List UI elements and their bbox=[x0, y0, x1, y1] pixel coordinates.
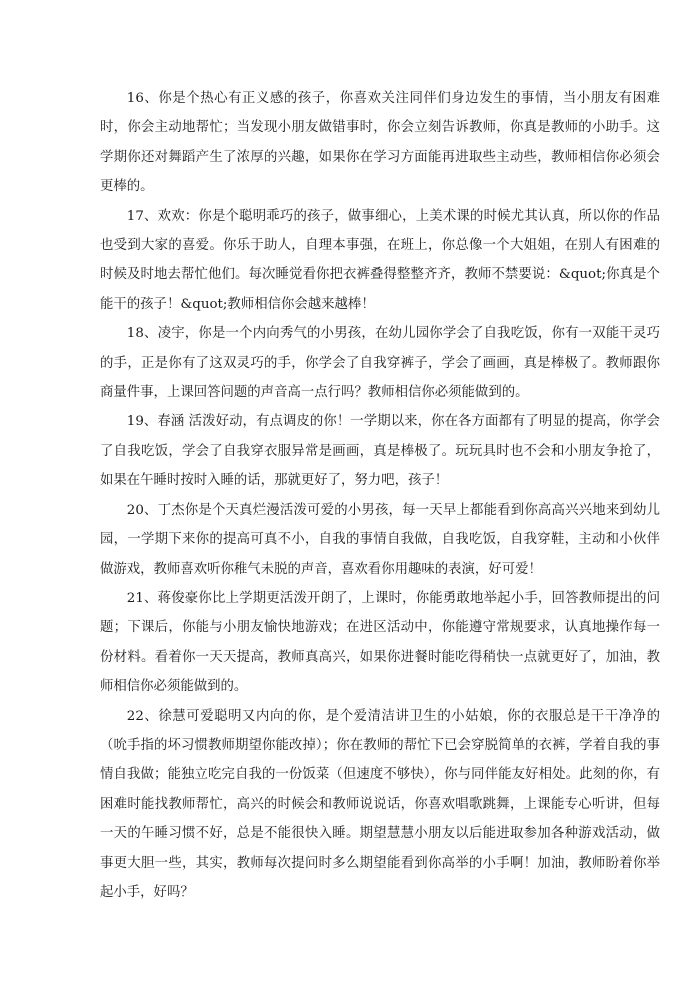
document-body bbox=[100, 84, 660, 907]
comment-paragraph-17: 17、欢欢：你是个聪明乖巧的孩子，做事细心，上美术课的时候尤其认真，所以你的作品也受到大家的喜爱。你乐于助人，自理本事强，在班上，你总像一个大姐姐，在别人有困难的时候及时地去帮忙他们。每次睡觉看你把衣裤叠得整整齐齐，教师不禁要说：&quot;你真是个能干的孩子！&quot;教师相信你会越来越棒！ bbox=[100, 208, 660, 312]
comment-paragraph-22: 22、徐慧可爱聪明又内向的你，是个爱清洁讲卫生的小姑娘，你的衣服总是干干净净的（吮手指的坏习惯教师期望你能改掉）；你在教师的帮忙下已会穿脱简单的衣裤，学着自我的事情自我做；能独立吃完自我的一份饭菜（但速度不够快），你与同伴能友好相处。此刻的你，有困难时能找教师帮忙，高兴的时候会和教师说说话，你喜欢唱歌跳舞，上课能专心听讲，但每一天的午睡习惯不好，总是不能很快入睡。期望慧慧小朋友以后能进取参加各种游戏活动，做事更大胆一些，其实，教师每次提问时多么期望能看到你高举的小手啊！加油，教师盼着你举起小手，好吗？ bbox=[100, 708, 660, 900]
comment-paragraph-21: 21、蒋俊豪你比上学期更活泼开朗了，上课时，你能勇敢地举起小手，回答教师提出的问题；下课后，你能与小朋友愉快地游戏；在进区活动中，你能遵守常规要求，认真地操作每一份材料。看着你一天天提高，教师真高兴，如果你进餐时能吃得稍快一点就更好了，加油，教师相信你必须能做到的。 bbox=[100, 590, 660, 695]
comment-paragraph-16: 16、你是个热心有正义感的孩子，你喜欢关注同伴们身边发生的事情，当小朋友有困难时，你会主动地帮忙；当发现小朋友做错事时，你会立刻告诉教师，你真是教师的小助手。这学期你还对舞蹈产生了浓厚的兴趣，如果你在学习方面能再进取些主动些，教师相信你必须会更棒的。 bbox=[100, 91, 660, 195]
comment-paragraph-19: 19、春涵 活泼好动，有点调皮的你！一学期以来，你在各方面都有了明显的提高，你学会了自我吃饭，学会了自我穿衣服异常是画画，真是棒极了。玩玩具时也不会和小朋友争抢了，如果在午睡时按时入睡的话，那就更好了，努力吧，孩子！ bbox=[100, 414, 660, 489]
comment-paragraph-20: 20、丁杰你是个天真烂漫活泼可爱的小男孩，每一天早上都能看到你高高兴兴地来到幼儿园，一学期下来你的提高可真不小，自我的事情自我做，自我吃饭，自我穿鞋，主动和小伙伴做游戏，教师喜欢听你稚气未脱的声音，喜欢看你用趣味的表演，好可爱！ bbox=[100, 502, 660, 577]
comment-paragraph-18: 18、凌宇，你是一个内向秀气的小男孩，在幼儿园你学会了自我吃饭，你有一双能干灵巧的手，正是你有了这双灵巧的手，你学会了自我穿裤子，学会了画画，真是棒极了。教师跟你商量件事，上课回答问题的声音高一点行吗？教师相信你必须能做到的。 bbox=[100, 326, 660, 401]
